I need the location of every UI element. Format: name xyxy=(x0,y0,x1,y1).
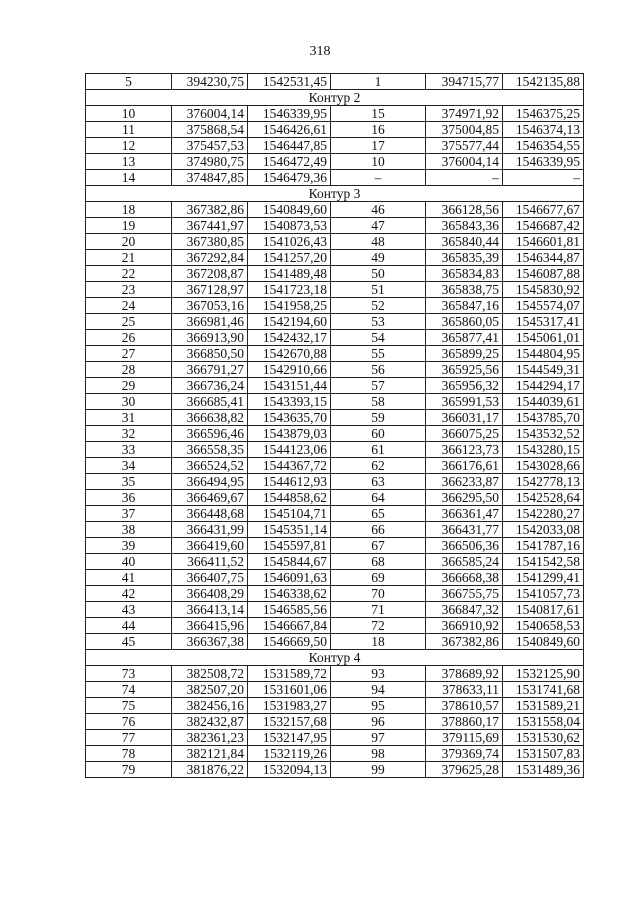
y-coordinate-cell: 1546426,61 xyxy=(248,122,331,138)
x-coordinate-cell: 366736,24 xyxy=(172,378,248,394)
y-coordinate-cell: 1542135,88 xyxy=(503,74,584,90)
y-coordinate-cell: 1542432,17 xyxy=(248,330,331,346)
x-coordinate-cell: 365991,53 xyxy=(426,394,503,410)
y-coordinate-cell: 1543393,15 xyxy=(248,394,331,410)
x-coordinate-cell: 375868,54 xyxy=(172,122,248,138)
table-row xyxy=(86,426,584,442)
point-number-cell: 12 xyxy=(86,138,172,154)
y-coordinate-cell: 1542910,66 xyxy=(248,362,331,378)
x-coordinate-cell: 366847,32 xyxy=(426,602,503,618)
point-number-cell: 14 xyxy=(86,170,172,186)
point-number-cell: 97 xyxy=(331,730,426,746)
table-row xyxy=(86,346,584,362)
point-number-cell: 99 xyxy=(331,762,426,778)
contour-header-row xyxy=(86,90,584,106)
x-coordinate-cell: 366415,96 xyxy=(172,618,248,634)
table-row xyxy=(86,394,584,410)
point-number-cell: 48 xyxy=(331,234,426,250)
y-coordinate-cell: 1543785,70 xyxy=(503,410,584,426)
point-number-cell: 65 xyxy=(331,506,426,522)
x-coordinate-cell: 365925,56 xyxy=(426,362,503,378)
point-number-cell: 96 xyxy=(331,714,426,730)
point-number-cell: 33 xyxy=(86,442,172,458)
y-coordinate-cell: 1546374,13 xyxy=(503,122,584,138)
table-row xyxy=(86,106,584,122)
point-number-cell: 22 xyxy=(86,266,172,282)
point-number-cell: 58 xyxy=(331,394,426,410)
point-number-cell: 63 xyxy=(331,474,426,490)
point-number-cell: 98 xyxy=(331,746,426,762)
table-row xyxy=(86,730,584,746)
y-coordinate-cell: 1546667,84 xyxy=(248,618,331,634)
x-coordinate-cell: 382121,84 xyxy=(172,746,248,762)
y-coordinate-cell: 1531741,68 xyxy=(503,682,584,698)
x-coordinate-cell: 366638,82 xyxy=(172,410,248,426)
y-coordinate-cell: 1543028,66 xyxy=(503,458,584,474)
x-coordinate-cell: 366913,90 xyxy=(172,330,248,346)
point-number-cell: 23 xyxy=(86,282,172,298)
contour-header-row xyxy=(86,186,584,202)
x-coordinate-cell: 378689,92 xyxy=(426,666,503,682)
table-row xyxy=(86,682,584,698)
x-coordinate-cell: 366469,67 xyxy=(172,490,248,506)
y-coordinate-cell: 1531530,62 xyxy=(503,730,584,746)
x-coordinate-cell: 366233,87 xyxy=(426,474,503,490)
point-number-cell: 75 xyxy=(86,698,172,714)
x-coordinate-cell: 366075,25 xyxy=(426,426,503,442)
point-number-cell: 32 xyxy=(86,426,172,442)
y-coordinate-cell: 1546344,87 xyxy=(503,250,584,266)
point-number-cell: 34 xyxy=(86,458,172,474)
point-number-cell: 15 xyxy=(331,106,426,122)
x-coordinate-cell: – xyxy=(426,170,503,186)
point-number-cell: 49 xyxy=(331,250,426,266)
table-row xyxy=(86,170,584,186)
table-row xyxy=(86,234,584,250)
point-number-cell: 62 xyxy=(331,458,426,474)
point-number-cell: 61 xyxy=(331,442,426,458)
contour-title: Контур 3 xyxy=(86,186,584,202)
x-coordinate-cell: 365838,75 xyxy=(426,282,503,298)
point-number-cell: 47 xyxy=(331,218,426,234)
x-coordinate-cell: 366910,92 xyxy=(426,618,503,634)
y-coordinate-cell: 1531558,04 xyxy=(503,714,584,730)
table-row xyxy=(86,698,584,714)
point-number-cell: 79 xyxy=(86,762,172,778)
y-coordinate-cell: 1541787,16 xyxy=(503,538,584,554)
y-coordinate-cell: 1544123,06 xyxy=(248,442,331,458)
table-row xyxy=(86,762,584,778)
coordinates-table-body xyxy=(86,74,584,778)
point-number-cell: 77 xyxy=(86,730,172,746)
x-coordinate-cell: 366585,24 xyxy=(426,554,503,570)
point-number-cell: 26 xyxy=(86,330,172,346)
page-number: 318 xyxy=(309,44,331,59)
y-coordinate-cell: 1531489,36 xyxy=(503,762,584,778)
x-coordinate-cell: 366685,41 xyxy=(172,394,248,410)
y-coordinate-cell: 1541723,18 xyxy=(248,282,331,298)
x-coordinate-cell: 367382,86 xyxy=(426,634,503,650)
x-coordinate-cell: 367380,85 xyxy=(172,234,248,250)
y-coordinate-cell: 1546375,25 xyxy=(503,106,584,122)
point-number-cell: 30 xyxy=(86,394,172,410)
x-coordinate-cell: 366494,95 xyxy=(172,474,248,490)
x-coordinate-cell: 367382,86 xyxy=(172,202,248,218)
y-coordinate-cell: 1545844,67 xyxy=(248,554,331,570)
x-coordinate-cell: 366411,52 xyxy=(172,554,248,570)
y-coordinate-cell: 1543532,52 xyxy=(503,426,584,442)
contour-header-row xyxy=(86,650,584,666)
x-coordinate-cell: 367208,87 xyxy=(172,266,248,282)
table-row xyxy=(86,250,584,266)
y-coordinate-cell: 1546091,63 xyxy=(248,570,331,586)
point-number-cell: 78 xyxy=(86,746,172,762)
point-number-cell: 35 xyxy=(86,474,172,490)
table-row xyxy=(86,714,584,730)
x-coordinate-cell: 375577,44 xyxy=(426,138,503,154)
y-coordinate-cell: 1544804,95 xyxy=(503,346,584,362)
table-row xyxy=(86,298,584,314)
y-coordinate-cell: 1541299,41 xyxy=(503,570,584,586)
x-coordinate-cell: 382456,16 xyxy=(172,698,248,714)
table-row xyxy=(86,138,584,154)
x-coordinate-cell: 365956,32 xyxy=(426,378,503,394)
y-coordinate-cell: 1544294,17 xyxy=(503,378,584,394)
y-coordinate-cell: 1543879,03 xyxy=(248,426,331,442)
y-coordinate-cell: 1531983,27 xyxy=(248,698,331,714)
table-row xyxy=(86,554,584,570)
y-coordinate-cell: 1546354,55 xyxy=(503,138,584,154)
y-coordinate-cell: 1543151,44 xyxy=(248,378,331,394)
y-coordinate-cell: 1545597,81 xyxy=(248,538,331,554)
x-coordinate-cell: 366755,75 xyxy=(426,586,503,602)
x-coordinate-cell: 366419,60 xyxy=(172,538,248,554)
table-row xyxy=(86,282,584,298)
y-coordinate-cell: – xyxy=(503,170,584,186)
x-coordinate-cell: 366558,35 xyxy=(172,442,248,458)
y-coordinate-cell: 1541257,20 xyxy=(248,250,331,266)
table-row xyxy=(86,490,584,506)
y-coordinate-cell: 1546677,67 xyxy=(503,202,584,218)
y-coordinate-cell: 1543635,70 xyxy=(248,410,331,426)
point-number-cell: 74 xyxy=(86,682,172,698)
y-coordinate-cell: 1540658,53 xyxy=(503,618,584,634)
x-coordinate-cell: 366448,68 xyxy=(172,506,248,522)
point-number-cell: 18 xyxy=(331,634,426,650)
point-number-cell: 13 xyxy=(86,154,172,170)
y-coordinate-cell: 1545104,71 xyxy=(248,506,331,522)
table-row xyxy=(86,474,584,490)
y-coordinate-cell: 1544039,61 xyxy=(503,394,584,410)
point-number-cell: 40 xyxy=(86,554,172,570)
y-coordinate-cell: 1544612,93 xyxy=(248,474,331,490)
x-coordinate-cell: 381876,22 xyxy=(172,762,248,778)
y-coordinate-cell: 1545574,07 xyxy=(503,298,584,314)
x-coordinate-cell: 379115,69 xyxy=(426,730,503,746)
point-number-cell: 56 xyxy=(331,362,426,378)
x-coordinate-cell: 378633,11 xyxy=(426,682,503,698)
y-coordinate-cell: 1540849,60 xyxy=(503,634,584,650)
x-coordinate-cell: 366031,17 xyxy=(426,410,503,426)
x-coordinate-cell: 394715,77 xyxy=(426,74,503,90)
point-number-cell: 45 xyxy=(86,634,172,650)
point-number-cell: 55 xyxy=(331,346,426,362)
table-row xyxy=(86,442,584,458)
point-number-cell: 68 xyxy=(331,554,426,570)
point-number-cell: – xyxy=(331,170,426,186)
y-coordinate-cell: 1541057,73 xyxy=(503,586,584,602)
x-coordinate-cell: 366981,46 xyxy=(172,314,248,330)
point-number-cell: 43 xyxy=(86,602,172,618)
point-number-cell: 27 xyxy=(86,346,172,362)
point-number-cell: 70 xyxy=(331,586,426,602)
table-row xyxy=(86,266,584,282)
point-number-cell: 71 xyxy=(331,602,426,618)
point-number-cell: 69 xyxy=(331,570,426,586)
x-coordinate-cell: 379625,28 xyxy=(426,762,503,778)
y-coordinate-cell: 1544858,62 xyxy=(248,490,331,506)
x-coordinate-cell: 376004,14 xyxy=(172,106,248,122)
y-coordinate-cell: 1546447,85 xyxy=(248,138,331,154)
y-coordinate-cell: 1531589,21 xyxy=(503,698,584,714)
x-coordinate-cell: 366431,77 xyxy=(426,522,503,538)
table-row xyxy=(86,570,584,586)
y-coordinate-cell: 1543280,15 xyxy=(503,442,584,458)
point-number-cell: 10 xyxy=(331,154,426,170)
y-coordinate-cell: 1531589,72 xyxy=(248,666,331,682)
point-number-cell: 73 xyxy=(86,666,172,682)
point-number-cell: 28 xyxy=(86,362,172,378)
x-coordinate-cell: 366596,46 xyxy=(172,426,248,442)
y-coordinate-cell: 1542531,45 xyxy=(248,74,331,90)
x-coordinate-cell: 365843,36 xyxy=(426,218,503,234)
y-coordinate-cell: 1542194,60 xyxy=(248,314,331,330)
y-coordinate-cell: 1541542,58 xyxy=(503,554,584,570)
point-number-cell: 39 xyxy=(86,538,172,554)
x-coordinate-cell: 376004,14 xyxy=(426,154,503,170)
point-number-cell: 38 xyxy=(86,522,172,538)
x-coordinate-cell: 367292,84 xyxy=(172,250,248,266)
table-row xyxy=(86,74,584,90)
table-row xyxy=(86,218,584,234)
x-coordinate-cell: 366850,50 xyxy=(172,346,248,362)
point-number-cell: 51 xyxy=(331,282,426,298)
y-coordinate-cell: 1531507,83 xyxy=(503,746,584,762)
contour-title: Контур 4 xyxy=(86,650,584,666)
y-coordinate-cell: 1542670,88 xyxy=(248,346,331,362)
y-coordinate-cell: 1544549,31 xyxy=(503,362,584,378)
y-coordinate-cell: 1546479,36 xyxy=(248,170,331,186)
table-row xyxy=(86,618,584,634)
point-number-cell: 93 xyxy=(331,666,426,682)
y-coordinate-cell: 1532094,13 xyxy=(248,762,331,778)
point-number-cell: 95 xyxy=(331,698,426,714)
point-number-cell: 66 xyxy=(331,522,426,538)
x-coordinate-cell: 367128,97 xyxy=(172,282,248,298)
table-row xyxy=(86,538,584,554)
y-coordinate-cell: 1545351,14 xyxy=(248,522,331,538)
point-number-cell: 24 xyxy=(86,298,172,314)
table-row xyxy=(86,362,584,378)
x-coordinate-cell: 374980,75 xyxy=(172,154,248,170)
y-coordinate-cell: 1542778,13 xyxy=(503,474,584,490)
table-row xyxy=(86,202,584,218)
table-row xyxy=(86,458,584,474)
x-coordinate-cell: 375004,85 xyxy=(426,122,503,138)
y-coordinate-cell: 1541489,48 xyxy=(248,266,331,282)
table-row xyxy=(86,330,584,346)
x-coordinate-cell: 367441,97 xyxy=(172,218,248,234)
x-coordinate-cell: 366408,29 xyxy=(172,586,248,602)
contour-title: Контур 2 xyxy=(86,90,584,106)
x-coordinate-cell: 367053,16 xyxy=(172,298,248,314)
point-number-cell: 44 xyxy=(86,618,172,634)
point-number-cell: 67 xyxy=(331,538,426,554)
point-number-cell: 31 xyxy=(86,410,172,426)
x-coordinate-cell: 382432,87 xyxy=(172,714,248,730)
x-coordinate-cell: 378610,57 xyxy=(426,698,503,714)
y-coordinate-cell: 1545061,01 xyxy=(503,330,584,346)
table-row xyxy=(86,122,584,138)
y-coordinate-cell: 1546472,49 xyxy=(248,154,331,170)
y-coordinate-cell: 1532147,95 xyxy=(248,730,331,746)
x-coordinate-cell: 366295,50 xyxy=(426,490,503,506)
x-coordinate-cell: 382507,20 xyxy=(172,682,248,698)
y-coordinate-cell: 1542528,64 xyxy=(503,490,584,506)
point-number-cell: 94 xyxy=(331,682,426,698)
y-coordinate-cell: 1546339,95 xyxy=(503,154,584,170)
table-row xyxy=(86,602,584,618)
table-row xyxy=(86,746,584,762)
x-coordinate-cell: 378860,17 xyxy=(426,714,503,730)
table-row xyxy=(86,522,584,538)
y-coordinate-cell: 1546338,62 xyxy=(248,586,331,602)
point-number-cell: 11 xyxy=(86,122,172,138)
x-coordinate-cell: 374847,85 xyxy=(172,170,248,186)
y-coordinate-cell: 1546669,50 xyxy=(248,634,331,650)
point-number-cell: 36 xyxy=(86,490,172,506)
point-number-cell: 20 xyxy=(86,234,172,250)
x-coordinate-cell: 366123,73 xyxy=(426,442,503,458)
x-coordinate-cell: 365835,39 xyxy=(426,250,503,266)
y-coordinate-cell: 1546687,42 xyxy=(503,218,584,234)
y-coordinate-cell: 1542033,08 xyxy=(503,522,584,538)
point-number-cell: 5 xyxy=(86,74,172,90)
point-number-cell: 21 xyxy=(86,250,172,266)
x-coordinate-cell: 365847,16 xyxy=(426,298,503,314)
y-coordinate-cell: 1540817,61 xyxy=(503,602,584,618)
x-coordinate-cell: 366791,27 xyxy=(172,362,248,378)
y-coordinate-cell: 1545830,92 xyxy=(503,282,584,298)
point-number-cell: 54 xyxy=(331,330,426,346)
x-coordinate-cell: 365899,25 xyxy=(426,346,503,362)
x-coordinate-cell: 366367,38 xyxy=(172,634,248,650)
x-coordinate-cell: 366407,75 xyxy=(172,570,248,586)
y-coordinate-cell: 1546087,88 xyxy=(503,266,584,282)
y-coordinate-cell: 1544367,72 xyxy=(248,458,331,474)
x-coordinate-cell: 365877,41 xyxy=(426,330,503,346)
point-number-cell: 57 xyxy=(331,378,426,394)
y-coordinate-cell: 1546339,95 xyxy=(248,106,331,122)
table-row xyxy=(86,634,584,650)
x-coordinate-cell: 365860,05 xyxy=(426,314,503,330)
point-number-cell: 29 xyxy=(86,378,172,394)
y-coordinate-cell: 1545317,41 xyxy=(503,314,584,330)
x-coordinate-cell: 366361,47 xyxy=(426,506,503,522)
y-coordinate-cell: 1546585,56 xyxy=(248,602,331,618)
y-coordinate-cell: 1531601,06 xyxy=(248,682,331,698)
y-coordinate-cell: 1541026,43 xyxy=(248,234,331,250)
y-coordinate-cell: 1546601,81 xyxy=(503,234,584,250)
x-coordinate-cell: 366431,99 xyxy=(172,522,248,538)
y-coordinate-cell: 1540849,60 xyxy=(248,202,331,218)
point-number-cell: 76 xyxy=(86,714,172,730)
table-row xyxy=(86,506,584,522)
point-number-cell: 72 xyxy=(331,618,426,634)
point-number-cell: 16 xyxy=(331,122,426,138)
y-coordinate-cell: 1532157,68 xyxy=(248,714,331,730)
point-number-cell: 17 xyxy=(331,138,426,154)
x-coordinate-cell: 366128,56 xyxy=(426,202,503,218)
table-row xyxy=(86,586,584,602)
point-number-cell: 25 xyxy=(86,314,172,330)
table-row xyxy=(86,666,584,682)
y-coordinate-cell: 1541958,25 xyxy=(248,298,331,314)
y-coordinate-cell: 1540873,53 xyxy=(248,218,331,234)
point-number-cell: 46 xyxy=(331,202,426,218)
x-coordinate-cell: 382508,72 xyxy=(172,666,248,682)
x-coordinate-cell: 365840,44 xyxy=(426,234,503,250)
x-coordinate-cell: 394230,75 xyxy=(172,74,248,90)
x-coordinate-cell: 375457,53 xyxy=(172,138,248,154)
point-number-cell: 64 xyxy=(331,490,426,506)
x-coordinate-cell: 379369,74 xyxy=(426,746,503,762)
x-coordinate-cell: 382361,23 xyxy=(172,730,248,746)
x-coordinate-cell: 366176,61 xyxy=(426,458,503,474)
point-number-cell: 60 xyxy=(331,426,426,442)
point-number-cell: 41 xyxy=(86,570,172,586)
table-row xyxy=(86,314,584,330)
point-number-cell: 10 xyxy=(86,106,172,122)
point-number-cell: 52 xyxy=(331,298,426,314)
x-coordinate-cell: 366506,36 xyxy=(426,538,503,554)
point-number-cell: 59 xyxy=(331,410,426,426)
x-coordinate-cell: 366413,14 xyxy=(172,602,248,618)
point-number-cell: 42 xyxy=(86,586,172,602)
point-number-cell: 53 xyxy=(331,314,426,330)
point-number-cell: 1 xyxy=(331,74,426,90)
y-coordinate-cell: 1532125,90 xyxy=(503,666,584,682)
x-coordinate-cell: 366524,52 xyxy=(172,458,248,474)
point-number-cell: 19 xyxy=(86,218,172,234)
y-coordinate-cell: 1532119,26 xyxy=(248,746,331,762)
point-number-cell: 50 xyxy=(331,266,426,282)
x-coordinate-cell: 365834,83 xyxy=(426,266,503,282)
y-coordinate-cell: 1542280,27 xyxy=(503,506,584,522)
point-number-cell: 18 xyxy=(86,202,172,218)
coordinates-table xyxy=(85,73,584,778)
x-coordinate-cell: 366668,38 xyxy=(426,570,503,586)
table-row xyxy=(86,154,584,170)
point-number-cell: 37 xyxy=(86,506,172,522)
x-coordinate-cell: 374971,92 xyxy=(426,106,503,122)
table-row xyxy=(86,378,584,394)
table-row xyxy=(86,410,584,426)
